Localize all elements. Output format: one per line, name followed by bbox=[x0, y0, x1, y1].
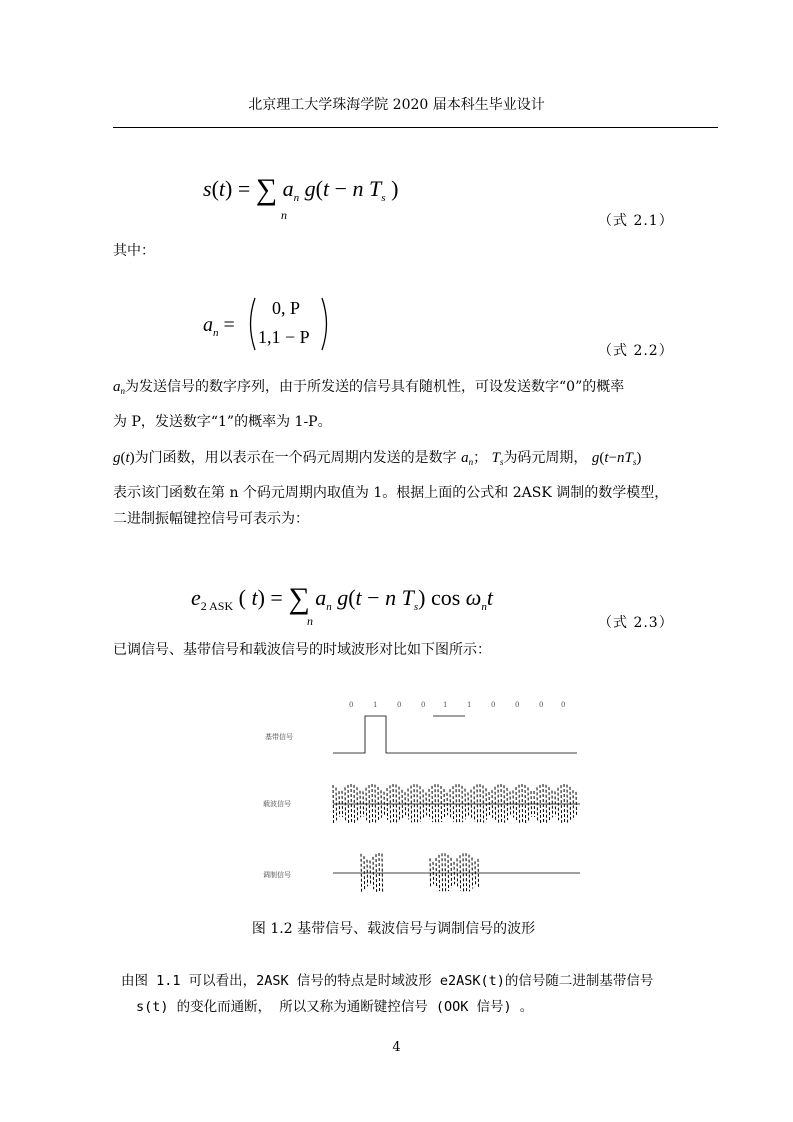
left-paren bbox=[245, 296, 257, 352]
carrier-stroke bbox=[472, 858, 473, 889]
waveform-figure bbox=[255, 694, 595, 899]
bit-label: 1 bbox=[443, 701, 448, 709]
carrier-stroke bbox=[465, 789, 466, 820]
carrier-stroke bbox=[447, 793, 448, 815]
bit-label: 1 bbox=[373, 701, 378, 709]
baseband-waveform bbox=[333, 716, 577, 753]
text-intro: 其中： bbox=[113, 243, 155, 259]
paragraph-line: 二进制振幅键控信号可表示为： bbox=[113, 511, 309, 527]
paragraph-line: 表示该门函数在第 n 个码元周期内取值为 1。根据上面的公式和 2ASK 调制的数学模型， bbox=[113, 485, 669, 501]
carrier-stroke bbox=[366, 788, 367, 821]
bit-label: 0 bbox=[561, 701, 566, 709]
carrier-stroke bbox=[489, 792, 490, 816]
carrier-stroke bbox=[475, 861, 476, 884]
paragraph-line: 为 P，发送数字“1”的概率为 1-P。 bbox=[113, 414, 332, 430]
carrier-stroke bbox=[370, 860, 371, 885]
case-row-1: 0, P bbox=[272, 298, 301, 318]
page-header: 北京理工大学珠海学院 2020 届本科生毕业设计 bbox=[248, 97, 545, 113]
carrier-stroke bbox=[507, 788, 508, 820]
equation-2-2: $a_n$ = bbox=[203, 314, 235, 339]
page-number: 4 bbox=[392, 1040, 401, 1055]
carrier-stroke bbox=[555, 791, 556, 816]
carrier-stroke bbox=[420, 786, 421, 821]
bit-label: 0 bbox=[397, 701, 402, 709]
carrier-stroke bbox=[405, 792, 406, 816]
figure-caption: 图 1.2 基带信号、载波信号与调制信号的波形 bbox=[251, 921, 536, 937]
carrier-stroke bbox=[373, 857, 374, 889]
carrier-stroke bbox=[537, 787, 538, 820]
carrier-stroke bbox=[387, 788, 388, 820]
carrier-stroke bbox=[429, 789, 430, 819]
row-label-carrier: 载波信号 bbox=[263, 800, 291, 808]
equation-number: （式 2.3） bbox=[598, 615, 674, 631]
bit-label: 0 bbox=[491, 701, 496, 709]
carrier-stroke bbox=[460, 855, 461, 891]
carrier-stroke bbox=[454, 862, 455, 885]
carrier-stroke bbox=[549, 787, 550, 821]
carrier-stroke bbox=[364, 856, 365, 890]
carrier-stroke bbox=[468, 792, 469, 815]
carrier-stroke bbox=[474, 786, 475, 821]
carrier-stroke bbox=[570, 787, 571, 821]
conclusion-line: s(t) 的变化而通断， 所以又称为通断键控信号 (OOK 信号) 。 bbox=[136, 999, 534, 1015]
bit-label: 0 bbox=[515, 701, 520, 709]
equation-number: （式 2.2） bbox=[598, 343, 674, 359]
header-rule bbox=[113, 127, 718, 128]
carrier-stroke bbox=[453, 786, 454, 822]
row-label-modulated: 调制信号 bbox=[263, 871, 291, 879]
equation-number: （式 2.1） bbox=[598, 213, 674, 229]
carrier-stroke bbox=[378, 787, 379, 821]
case-row-2: 1,1 − P bbox=[258, 327, 310, 347]
bit-label: 0 bbox=[421, 701, 426, 709]
conclusion-line: 由图 1.1 可以看出，2ASK 信号的特点是时域波形 e2ASK(t)的信号随二进制基带信号 bbox=[121, 973, 654, 989]
row-label-baseband: 基带信号 bbox=[265, 733, 293, 741]
carrier-stroke bbox=[363, 791, 364, 816]
carrier-stroke bbox=[510, 792, 511, 817]
carrier-stroke bbox=[528, 788, 529, 821]
carrier-stroke bbox=[486, 788, 487, 819]
carrier-stroke bbox=[384, 792, 385, 816]
carrier-stroke bbox=[399, 787, 400, 822]
carrier-stroke bbox=[339, 791, 340, 817]
carrier-stroke bbox=[451, 858, 452, 888]
carrier-stroke bbox=[408, 788, 409, 819]
bit-label: 1 bbox=[467, 701, 472, 709]
carrier-stroke bbox=[336, 788, 337, 821]
carrier-stroke bbox=[516, 787, 517, 821]
carrier-stroke bbox=[495, 787, 496, 822]
carrier-stroke bbox=[426, 793, 427, 816]
carrier-stroke bbox=[576, 792, 577, 816]
equation-2-1: s(t) = ∑ $a_n$ g(t − n $T_s$ ) bbox=[203, 173, 399, 206]
carrier-stroke bbox=[436, 858, 437, 888]
equation-2-3: $e_{2 ASK}$ ( t) = ∑ $a_n$ g(t − n $T_s$) $\cos \omega_nt$ bbox=[191, 582, 493, 615]
paragraph-line: g(t)为门函数，用以表示在一个码元周期内发送的是数字 $a_n$； $T_s$为码元周期， $g(t-nT_s)$ bbox=[113, 450, 642, 467]
carrier-stroke bbox=[357, 787, 358, 821]
text-intro: 已调信号、基带信号和载波信号的时域波形对比如下图所示： bbox=[113, 642, 491, 658]
carrier-stroke bbox=[558, 788, 559, 820]
carrier-stroke bbox=[345, 787, 346, 820]
carrier-stroke bbox=[531, 791, 532, 817]
carrier-stroke bbox=[433, 862, 434, 884]
paragraph-line: $a_n$为发送信号的数字序列，由于所发送的信号具有随机性，可设发送数字“0”的概率 bbox=[113, 379, 625, 396]
right-paren bbox=[320, 296, 332, 352]
bit-label: 0 bbox=[539, 701, 544, 709]
bit-label: 0 bbox=[349, 701, 354, 709]
